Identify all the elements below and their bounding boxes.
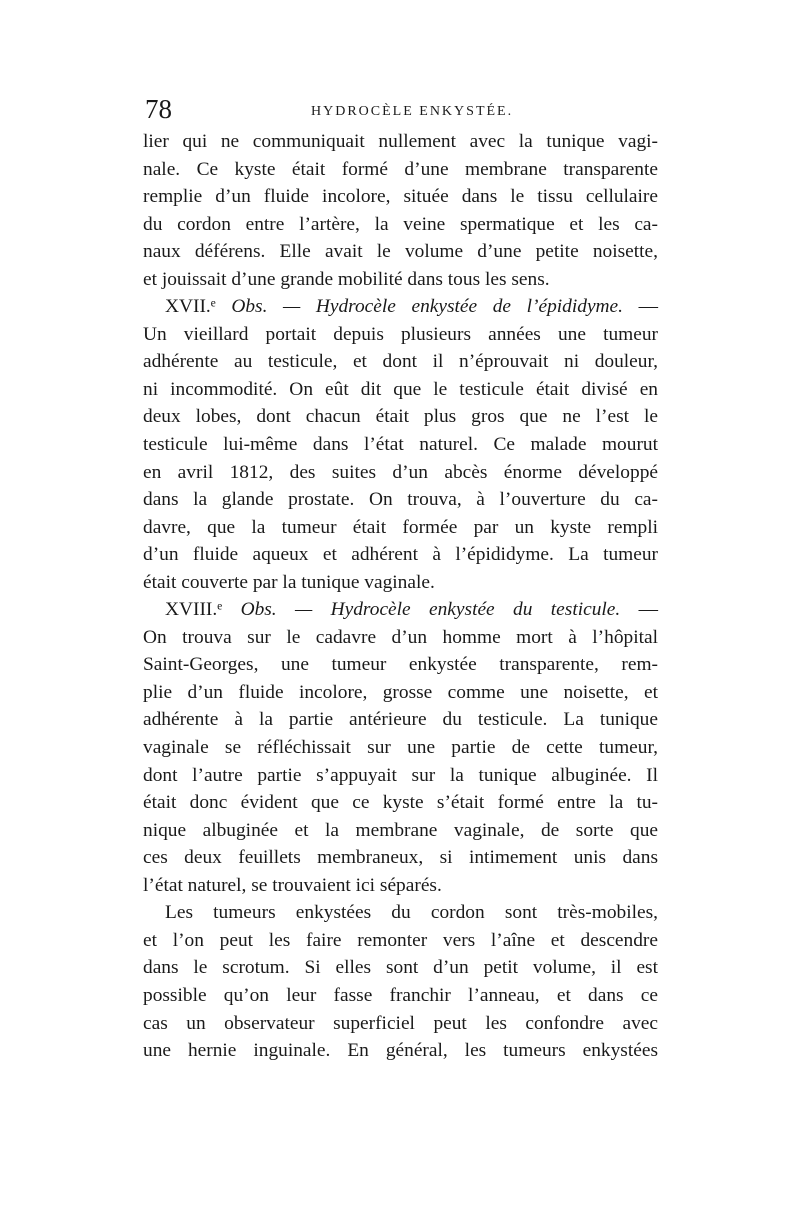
observation-heading-xvii (143, 293, 658, 321)
observation-number: XVII.ᵉ (165, 296, 232, 318)
page-content (143, 92, 658, 1065)
text-line: en avril 1812, des suites d’un abcès énorme développé (143, 461, 658, 483)
body-text (143, 128, 658, 1065)
text-line: était couverte par la tunique vaginale. (143, 571, 435, 593)
observation-title: Obs. — Hydrocèle enkystée de l’épididyme. (231, 296, 624, 318)
text-line: Les tumeurs enkystées du cordon sont très-mobiles, (165, 902, 658, 924)
observation-number: XVIII.ᵉ (165, 599, 241, 621)
text-line: nale. Ce kyste était formé d’une membrane transparente (143, 158, 658, 180)
text-line: adhérente à la partie antérieure du testicule. La tunique (143, 709, 658, 731)
text-line: plie d’un fluide incolore, grosse comme une noisette, et (143, 681, 658, 703)
text-line: dans le scrotum. Si elles sont d’un petit volume, il est (143, 957, 658, 979)
observation-dash: — (620, 599, 658, 621)
text-line: était donc évident que ce kyste s’était formé entre la tu- (143, 792, 658, 814)
page-number: 78 (145, 94, 172, 124)
text-line: lier qui ne communiquait nullement avec la tunique vagi- (143, 131, 658, 152)
text-line: Un vieillard portait depuis plusieurs années une tumeur (143, 323, 658, 345)
observation-title: Obs. — Hydrocèle enkystée du testicule. (240, 599, 621, 621)
text-line: ces deux feuillets membraneux, si intimement unis dans (143, 847, 658, 869)
observation-dash: — (623, 296, 658, 318)
text-line: On trouva sur le cadavre d’un homme mort à l’hôpital (143, 626, 658, 648)
text-line: cas un observateur superficiel peut les confondre avec (143, 1012, 658, 1034)
text-line: possible qu’on leur fasse franchir l’anneau, et dans ce (143, 984, 658, 1006)
text-line: du cordon entre l’artère, la veine spermatique et les ca- (143, 213, 658, 235)
text-line: et l’on peut les faire remonter vers l’aîne et descendre (143, 929, 658, 951)
text-line: testicule lui-même dans l’état naturel. Ce malade mourut (143, 434, 658, 456)
running-title: HYDROCÈLE ENKYSTÉE. (311, 104, 514, 119)
text-line: ni incommodité. On eût dit que le testicule était divisé en (143, 378, 658, 400)
text-line: dont l’autre partie s’appuyait sur la tunique albuginée. Il (143, 764, 658, 786)
text-line: adhérente au testicule, et dont il n’éprouvait ni douleur, (143, 351, 658, 373)
text-line: remplie d’un fluide incolore, située dans le tissu cellulaire (143, 186, 658, 208)
text-line: nique albuginée et la membrane vaginale, de sorte que (143, 819, 658, 841)
text-line: vaginale se réfléchissait sur une partie de cette tumeur, (143, 737, 658, 759)
text-line: davre, que la tumeur était formée par un kyste rempli (143, 516, 658, 538)
text-line: et jouissait d’une grande mobilité dans tous les sens. (143, 268, 550, 290)
observation-heading-xviii (143, 596, 658, 624)
text-line: une hernie inguinale. En général, les tumeurs enkystées (143, 1040, 658, 1062)
text-line: l’état naturel, se trouvaient ici séparés. (143, 874, 442, 896)
text-line: deux lobes, dont chacun était plus gros que ne l’est le (143, 406, 658, 428)
running-head (143, 92, 658, 128)
text-line: dans la glande prostate. On trouva, à l’ouverture du ca- (143, 489, 658, 511)
text-line: d’un fluide aqueux et adhérent à l’épididyme. La tumeur (143, 544, 658, 566)
text-line: Saint-Georges, une tumeur enkystée transparente, rem- (143, 654, 658, 676)
text-line: naux déférens. Elle avait le volume d’une petite noisette, (143, 241, 658, 263)
